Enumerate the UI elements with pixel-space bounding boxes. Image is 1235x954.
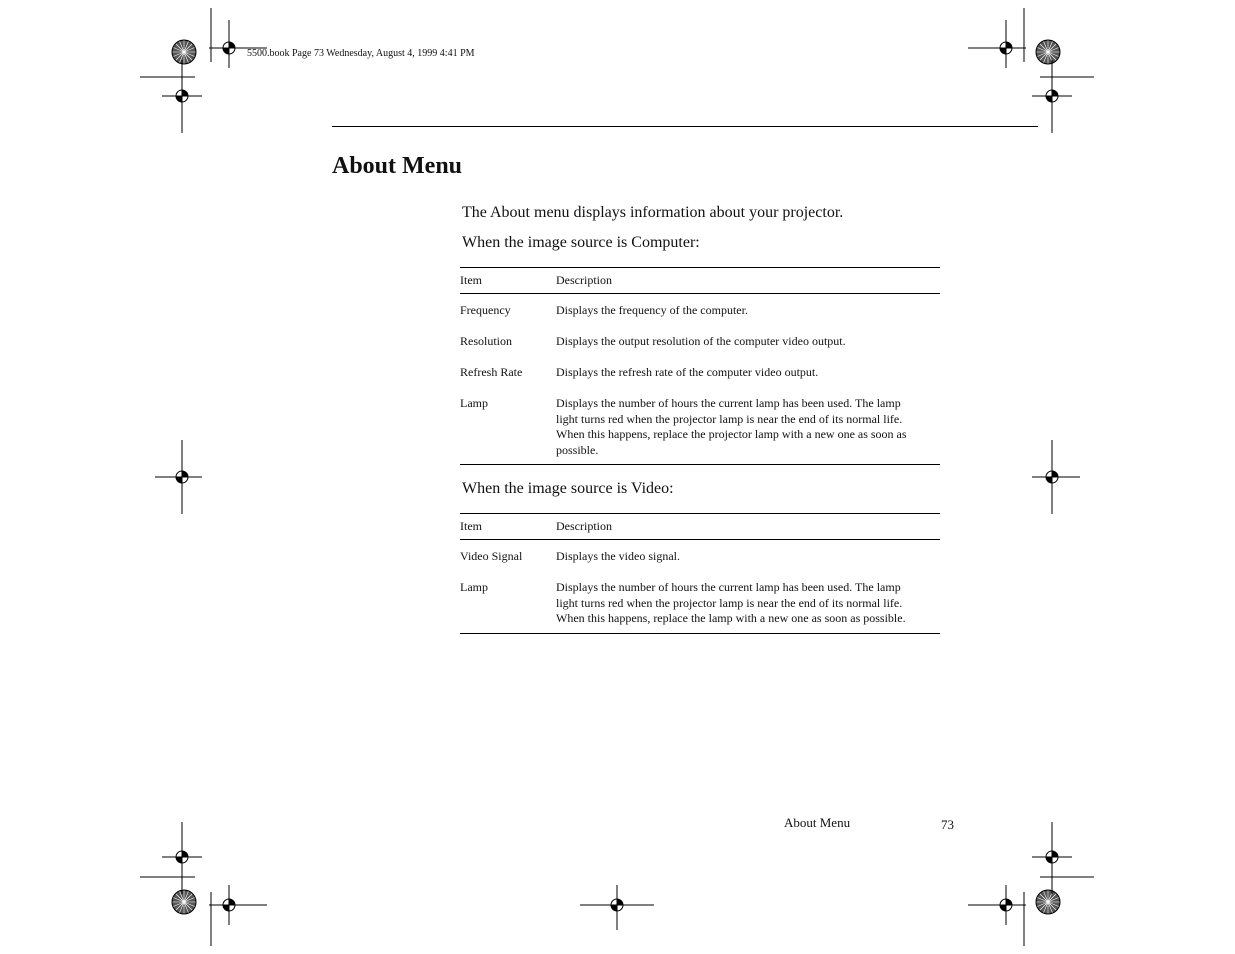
row-description	[556, 540, 940, 581]
description-line: Displays the frequency of the computer.	[556, 303, 748, 317]
row-description	[556, 294, 940, 335]
print-header: 5500.book Page 73 Wednesday, August 4, 1999 4:41 PM	[247, 48, 475, 59]
row-item: Video Signal	[460, 549, 523, 563]
video-heading: When the image source is Video:	[462, 480, 674, 497]
column-header-item: Item	[460, 519, 482, 533]
row-description	[556, 334, 940, 365]
row-item: Lamp	[460, 396, 488, 410]
table-row	[460, 294, 940, 335]
computer-heading: When the image source is Computer:	[462, 234, 700, 251]
column-header-item: Item	[460, 273, 482, 287]
description-line: Displays the number of hours the current lamp has been used. The lamp	[556, 396, 901, 410]
row-description	[556, 365, 940, 396]
column-header-description: Description	[556, 519, 612, 533]
description-line: When this happens, replace the lamp with a new one as soon as possible.	[556, 611, 906, 625]
page-number: 73	[941, 817, 954, 832]
footer-section-name: About Menu	[784, 815, 851, 830]
video-table	[460, 513, 940, 634]
description-line: When this happens, replace the projector lamp with a new one as soon as	[556, 427, 907, 441]
description-line: Displays the refresh rate of the computer video output.	[556, 365, 819, 379]
table-header-row	[460, 514, 940, 540]
table-row	[460, 396, 940, 465]
table-row	[460, 540, 940, 581]
row-item: Frequency	[460, 303, 511, 317]
row-item: Refresh Rate	[460, 365, 523, 379]
description-line: Displays the output resolution of the computer video output.	[556, 334, 846, 348]
computer-table	[460, 267, 940, 465]
row-description	[556, 580, 940, 633]
page-title: About Menu	[332, 153, 463, 179]
top-rule	[332, 126, 1038, 127]
description-line: light turns red when the projector lamp is near the end of its normal life.	[556, 595, 903, 610]
row-description	[556, 396, 940, 465]
description-line: light turns red when the projector lamp is near the end of its normal life.	[556, 411, 903, 426]
table-row	[460, 580, 940, 633]
intro-paragraph: The About menu displays information about your projector.	[462, 204, 844, 221]
row-item: Resolution	[460, 334, 513, 348]
table-row	[460, 365, 940, 396]
description-line: Displays the video signal.	[556, 549, 680, 563]
description-line: Displays the number of hours the current lamp has been used. The lamp	[556, 580, 901, 594]
description-line: possible.	[556, 442, 599, 457]
row-item: Lamp	[460, 580, 488, 594]
table-header-row	[460, 268, 940, 294]
table-row	[460, 334, 940, 365]
column-header-description: Description	[556, 273, 612, 287]
